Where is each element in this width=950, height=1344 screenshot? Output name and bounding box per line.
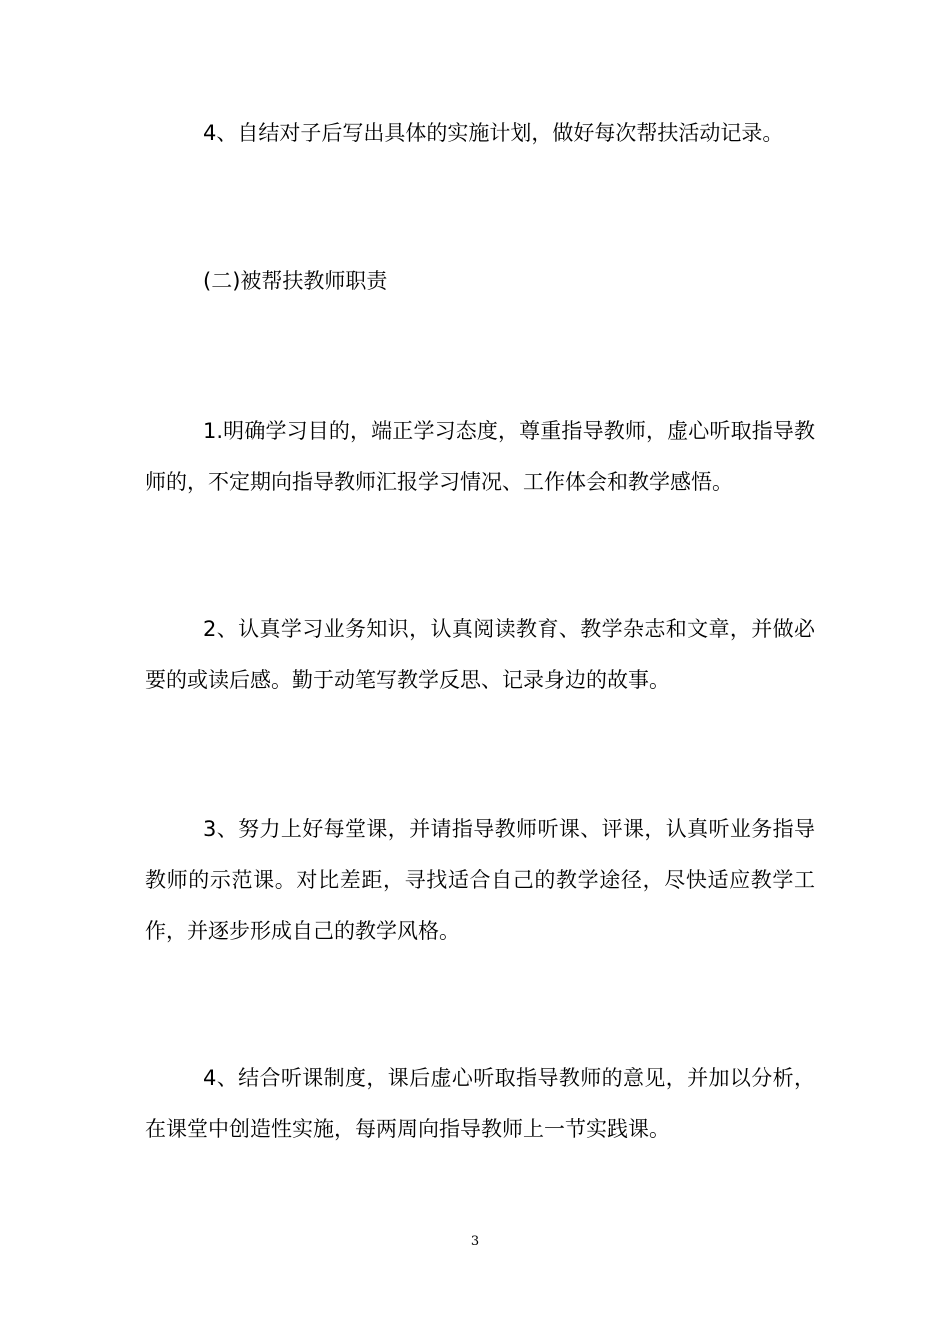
- paragraph-mentor-duty-4: 4、自结对子后写出具体的实施计划，做好每次帮扶活动记录。: [203, 121, 784, 145]
- paragraph-mentee-duty-1: 1.明确学习目的，端正学习态度，尊重指导教师，虚心听取指导教师的，不定期向指导教师汇报学习情况、工作体会和教学感悟。: [145, 419, 815, 494]
- paragraph-mentee-duty-3: 3、努力上好每堂课，并请指导教师听课、评课，认真听业务指导教师的示范课。对比差距，寻找适合自己的教学途径，尽快适应教学工作，并逐步形成自己的教学风格。: [145, 817, 815, 943]
- section-heading-mentee-duties: (二)被帮扶教师职责: [203, 269, 388, 293]
- paragraph-mentee-duty-4: 4、结合听课制度，课后虚心听取指导教师的意见，并加以分析，在课堂中创造性实施，每两周向指导教师上一节实践课。: [145, 1066, 815, 1141]
- paragraph-mentee-duty-2: 2、认真学习业务知识，认真阅读教育、教学杂志和文章，并做必要的或读后感。勤于动笔写教学反思、记录身边的故事。: [145, 617, 815, 692]
- page-number: 3: [470, 1234, 480, 1249]
